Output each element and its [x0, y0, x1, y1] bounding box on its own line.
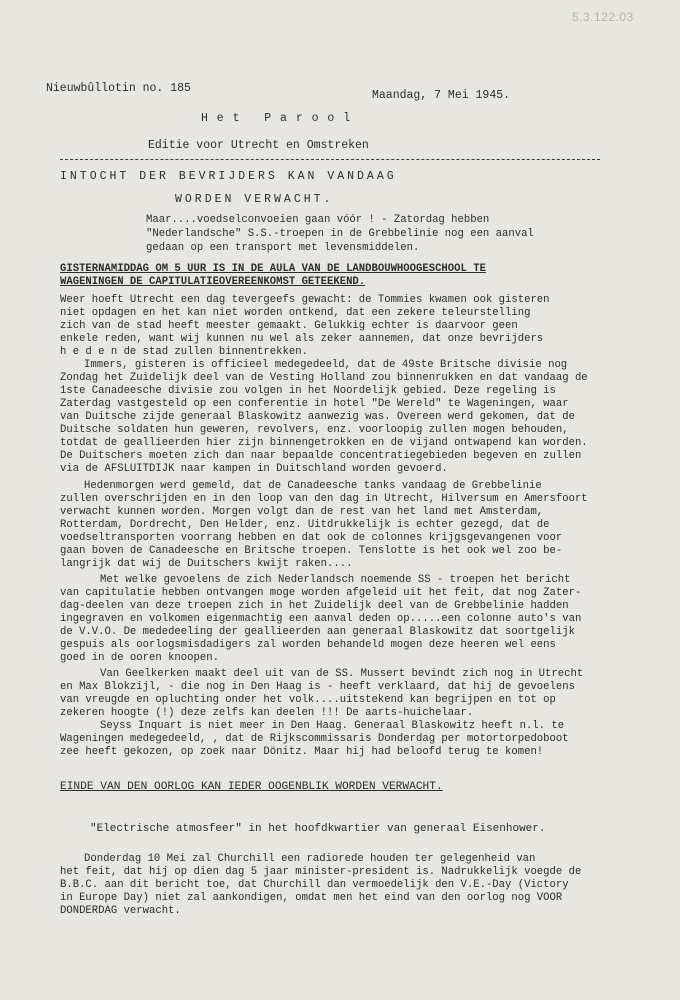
body-line: zekeren hoogte (!) deze zelfs kan deelen !!! De aarts-huichelaar.: [60, 707, 474, 719]
body-line: Rotterdam, Dordrecht, Den Helder, enz. Uitdrukkelijk is echter gezegd, dat de: [60, 519, 550, 531]
body-line: Seyss Inquart is niet meer in Den Haag. Generaal Blaskowitz heeft n.l. te: [100, 720, 565, 732]
body-line: dag-deelen van deze troepen zich in het Zuidelijk deel van de Grebbelinie hadden: [60, 600, 569, 612]
body-line: gaan boven de Canadeesche en Britsche troepen. Tenslotte is het ook wel zoo be-: [60, 545, 563, 557]
body-line: zullen overschrijden en in den loop van den dag in Utrecht, Hilversum en Amersfoort: [60, 493, 588, 505]
archive-stamp: 5.3.122.03: [572, 10, 634, 24]
body-line: Immers, gisteren is officieel medegedeeld, dat de 49ste Britsche divisie nog: [84, 359, 568, 371]
body-line: totdat de geallieerden hier zijn binnengetrokken en de vijand ontwapend kan worden.: [60, 437, 588, 449]
body-line: h e d e n de stad zullen binnentrekken.: [60, 346, 308, 358]
newspaper-title: H e t P a r o o l: [201, 112, 352, 125]
body-line: voedseltransporten voorrang hebben en dat ook de colonnes krijgsgevangenen voor: [60, 532, 563, 544]
subhead-2: "Electrische atmosfeer" in het hoofdkwartier van generaal Eisenhower.: [90, 823, 546, 835]
body-line: van vreugde en opluchting onder het volk....uitstekend kan begrijpen en tot op: [60, 694, 556, 706]
body-line: enkele reden, want wij kunnen nu wel als zeker aannemen, dat onze bevrijders: [60, 333, 544, 345]
body-line: zich van de stad heeft meester gemaakt. Gelukkig echter is daarvoor geen: [60, 320, 518, 332]
body-line: het feit, dat hij op dien dag 5 jaar minister-president is. Nadrukkelijk voegde de: [60, 866, 582, 878]
body-line: langrijk dat wij de Duitschers kwijt raken....: [60, 558, 353, 570]
body-line: Van Geelkerken maakt deel uit van de SS. Mussert bevindt zich nog in Utrecht: [100, 668, 584, 680]
body-line: van capitulatie hebben ontvangen moge worden afgeleid uit het feit, dat nog Zater-: [60, 587, 582, 599]
bulletin-date: Maandag, 7 Mei 1945.: [372, 89, 511, 102]
body-line: 1ste Canadeesche divisie zou volgen in het Noordelijk gebied. Deze regeling is: [60, 385, 556, 397]
body-line: in Europe Day) niet zal aankondigen, omdat men het eind van den oorlog nog VOOR: [60, 892, 563, 904]
body-line: Zondag het Zuidelijk deel van de Vesting Holland zou binnenrukken en dat vandaag de: [60, 372, 588, 384]
lead-line: WAGENINGEN DE CAPITULATIEOVEREENKOMST GETEEKEND.: [60, 276, 366, 288]
body-line: van Duitsche zijde generaal Blaskowitz aanwezig was. Overeen werd gekomen, dat de: [60, 411, 575, 423]
body-line: Zaterdag vastgesteld op een conferentie in hotel "De Wereld" te Wageningen, waar: [60, 398, 569, 410]
body-line: Weer hoeft Utrecht een dag tevergeefs gewacht: de Tommies kwamen ook gisteren: [60, 294, 550, 306]
body-line: B.B.C. aan dit bericht toe, dat Churchill dan vermoedelijk den V.E.-Day (Victory: [60, 879, 569, 891]
bulletin-number: Nieuwbûllotin no. 185: [46, 82, 191, 95]
body-line: verwacht kunnen worden. Morgen volgt dan de rest van het land met Amsterdam,: [60, 506, 544, 518]
subhead-line: gedaan op een transport met levensmiddelen.: [146, 242, 420, 254]
header-rule: [60, 159, 600, 160]
headline-line-1: INTOCHT DER BEVRIJDERS KAN VANDAAG: [60, 170, 397, 183]
headline-line-2: WORDEN VERWACHT.: [175, 193, 334, 206]
body-line: goed in de ooren knoopen.: [60, 652, 219, 664]
subhead-line: Maar....voedselconvoeien gaan vóór ! - Zatordag hebben: [146, 214, 490, 226]
lead-line: GISTERNAMIDDAG OM 5 UUR IS IN DE AULA VAN DE LANDBOUWHOOGESCHOOL TE: [60, 263, 486, 275]
body-line: Hedenmorgen werd gemeld, dat de Canadeesche tanks vandaag de Grebbelinie: [84, 480, 542, 492]
body-line: Wageningen medegedeeld, , dat de Rijkscommissaris Donderdag per motortorpedoboot: [60, 733, 569, 745]
edition-line: Editie voor Utrecht en Omstreken: [148, 139, 369, 152]
body-line: Donderdag 10 Mei zal Churchill een radiorede houden ter gelegenheid van: [84, 853, 536, 865]
body-line: ingegraven en volkomen eigenmachtig een aanval deden op.....een colonne auto's van: [60, 613, 582, 625]
body-line: niet opdagen en het kan niet worden ontkend, dat een zekere teleurstelling: [60, 307, 531, 319]
subhead-line: "Nederlandsche" S.S.-troepen in de Grebbelinie nog een aanval: [146, 228, 534, 240]
body-line: de V.V.O. De mededeeling der geallieerden aan generaal Blaskowitz dat soortgelijk: [60, 626, 575, 638]
body-line: De Duitschers moeten zich dan naar bepaalde concentratiegebieden begeven en zullen: [60, 450, 582, 462]
body-line: zee heeft gekozen, op zoek naar Dönitz. Maar hij had beloofd terug te komen!: [60, 746, 544, 758]
body-line: via de AFSLUITDIJK naar kampen in Duitschland worden gevoerd.: [60, 463, 448, 475]
body-line: gespuis als oorlogsmisdadigers zal worden behandeld mogen deze heeren wel eens: [60, 639, 556, 651]
body-line: en Max Blokzijl, - die nog in Den Haag is - heeft verklaard, dat hij de gevoelens: [60, 681, 575, 693]
body-line: Met welke gevoelens de zich Nederlandsch noemende SS - troepen het bericht: [100, 574, 571, 586]
body-line: Duitsche soldaten hun geweren, revolvers, enz. voorloopig zullen mogen behouden,: [60, 424, 569, 436]
headline-2: EINDE VAN DEN OORLOG KAN IEDER OOGENBLIK WORDEN VERWACHT.: [60, 781, 443, 793]
body-line: DONDERDAG verwacht.: [60, 905, 181, 917]
